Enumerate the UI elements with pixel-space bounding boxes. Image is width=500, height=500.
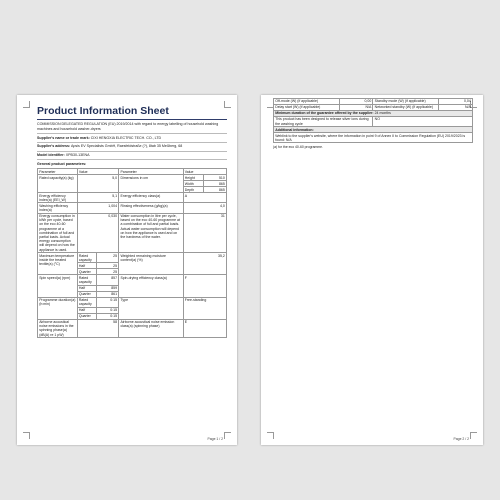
crop-mark <box>224 432 231 439</box>
crop-mark <box>224 101 231 108</box>
document-title: Product Information Sheet <box>37 105 169 117</box>
table-row: Airborne acoustical noise emissions in the spinning phase(a) (dB(A) re 1 pW) 58 Airborne acoustical noise emission class(a) (spinning phase) E <box>38 319 227 338</box>
power-modes-table <box>273 98 473 143</box>
crop-mark <box>267 432 274 439</box>
table-row: Maximum temperature inside the treated textile(a) (°C) Rated capacity 25 Weighted remaining moisture content(a) (%) 35,2 <box>38 253 227 263</box>
page-number: Page 2 / 2 <box>453 437 469 441</box>
table-row: Half 25 <box>78 263 118 268</box>
table-row: Programme duration(a) (h:min) Rated capacity 0:15 Type Free-standing <box>38 297 227 307</box>
page-1 <box>17 95 237 445</box>
page-2 <box>261 95 483 445</box>
regulation-text: COMMISSION DELEGATED REGULATION (EU) 2019/2014 with regard to energy labelling of household washing machines and household washer-dryers <box>37 122 219 131</box>
crop-mark <box>23 432 30 439</box>
table-row: Depth 865 <box>184 187 225 192</box>
table-header-row: Parameter Value Parameter Value <box>38 169 227 175</box>
additional-info-row: Weblink to the supplier's website, where the information in point 9 of Annex II to Commission Regulation (EU) 2019/2023 is found: N/A <box>274 133 473 143</box>
table-row: Energy consumption in kWh per cycle, based on the eco 40-60 programme at a combination of full and partial loads. Actual energy consumption will depend on how the appliance is used. 0,030 Water consumption in litre per cycle, based on the eco 40-60 programme at a combination of full and partial loads. Actual water consumption will depend on how the appliance is used and on the hardness of the water. 31 <box>39 213 225 252</box>
table-row: Delay start (W) (if applicable) N/A Networked standby (W) (if applicable) N/A <box>275 105 471 110</box>
crop-mark <box>23 101 30 108</box>
page-1-body <box>37 122 227 338</box>
parameters-table <box>37 168 227 338</box>
table-row: Half 859 <box>78 285 118 290</box>
table-row: Off-mode (W) (if applicable) 0,00 Standby mode (W) (if applicable) 0,04 <box>275 99 471 104</box>
crop-mark <box>470 432 477 439</box>
general-params-label: General product parameters: <box>37 161 87 166</box>
footnote: (a) for the eco 40-60 programme. <box>273 145 323 150</box>
table-row: Half 0:15 <box>78 308 118 313</box>
table-row: Width 865 <box>184 181 225 186</box>
table-row: Washing efficiency index(a) 1,004 Rinsing effectiveness (g/kg)(a) 4,0 <box>39 203 225 212</box>
title-rule <box>37 119 227 120</box>
table-row: Quarter 0:15 <box>78 314 118 319</box>
table-row: Energy efficiency index(a) (EEI_W) 5,1 Energy efficiency class(a) A <box>38 193 227 203</box>
model-line: Model identifier: XPB30-13ENA <box>37 153 90 158</box>
supplier-name-line: Supplier's name or trade mark: CIXI HENGXIA ELECTRIC TECH. CO., LTD <box>37 135 162 140</box>
table-row: Quarter 861 <box>78 291 118 296</box>
guarantee-row: Minimum duration of the guarantee offered by the supplier: 24 months <box>274 110 473 116</box>
page-2-body <box>273 98 473 149</box>
page-number: Page 1 / 2 <box>207 437 223 441</box>
additional-info-header: Additional information: <box>274 127 473 133</box>
table-row: Rated capacity(a) (kg) 5,0 Dimensions in cm Height 510 <box>38 175 227 181</box>
table-row: Quarter 25 <box>78 269 118 274</box>
table-row: Spin speed(a) (rpm) Rated capacity 857 Spin-drying efficiency class(a) F <box>38 275 227 285</box>
silver-ions-row: This product has been designed to release silver ions during the washing cycle NO <box>274 116 473 126</box>
supplier-address-line: Supplier's address: Apsis EV Specialists GmbH, Raesfeldstraße (?), 8tab 35 Meßberg, 68 <box>37 144 183 149</box>
